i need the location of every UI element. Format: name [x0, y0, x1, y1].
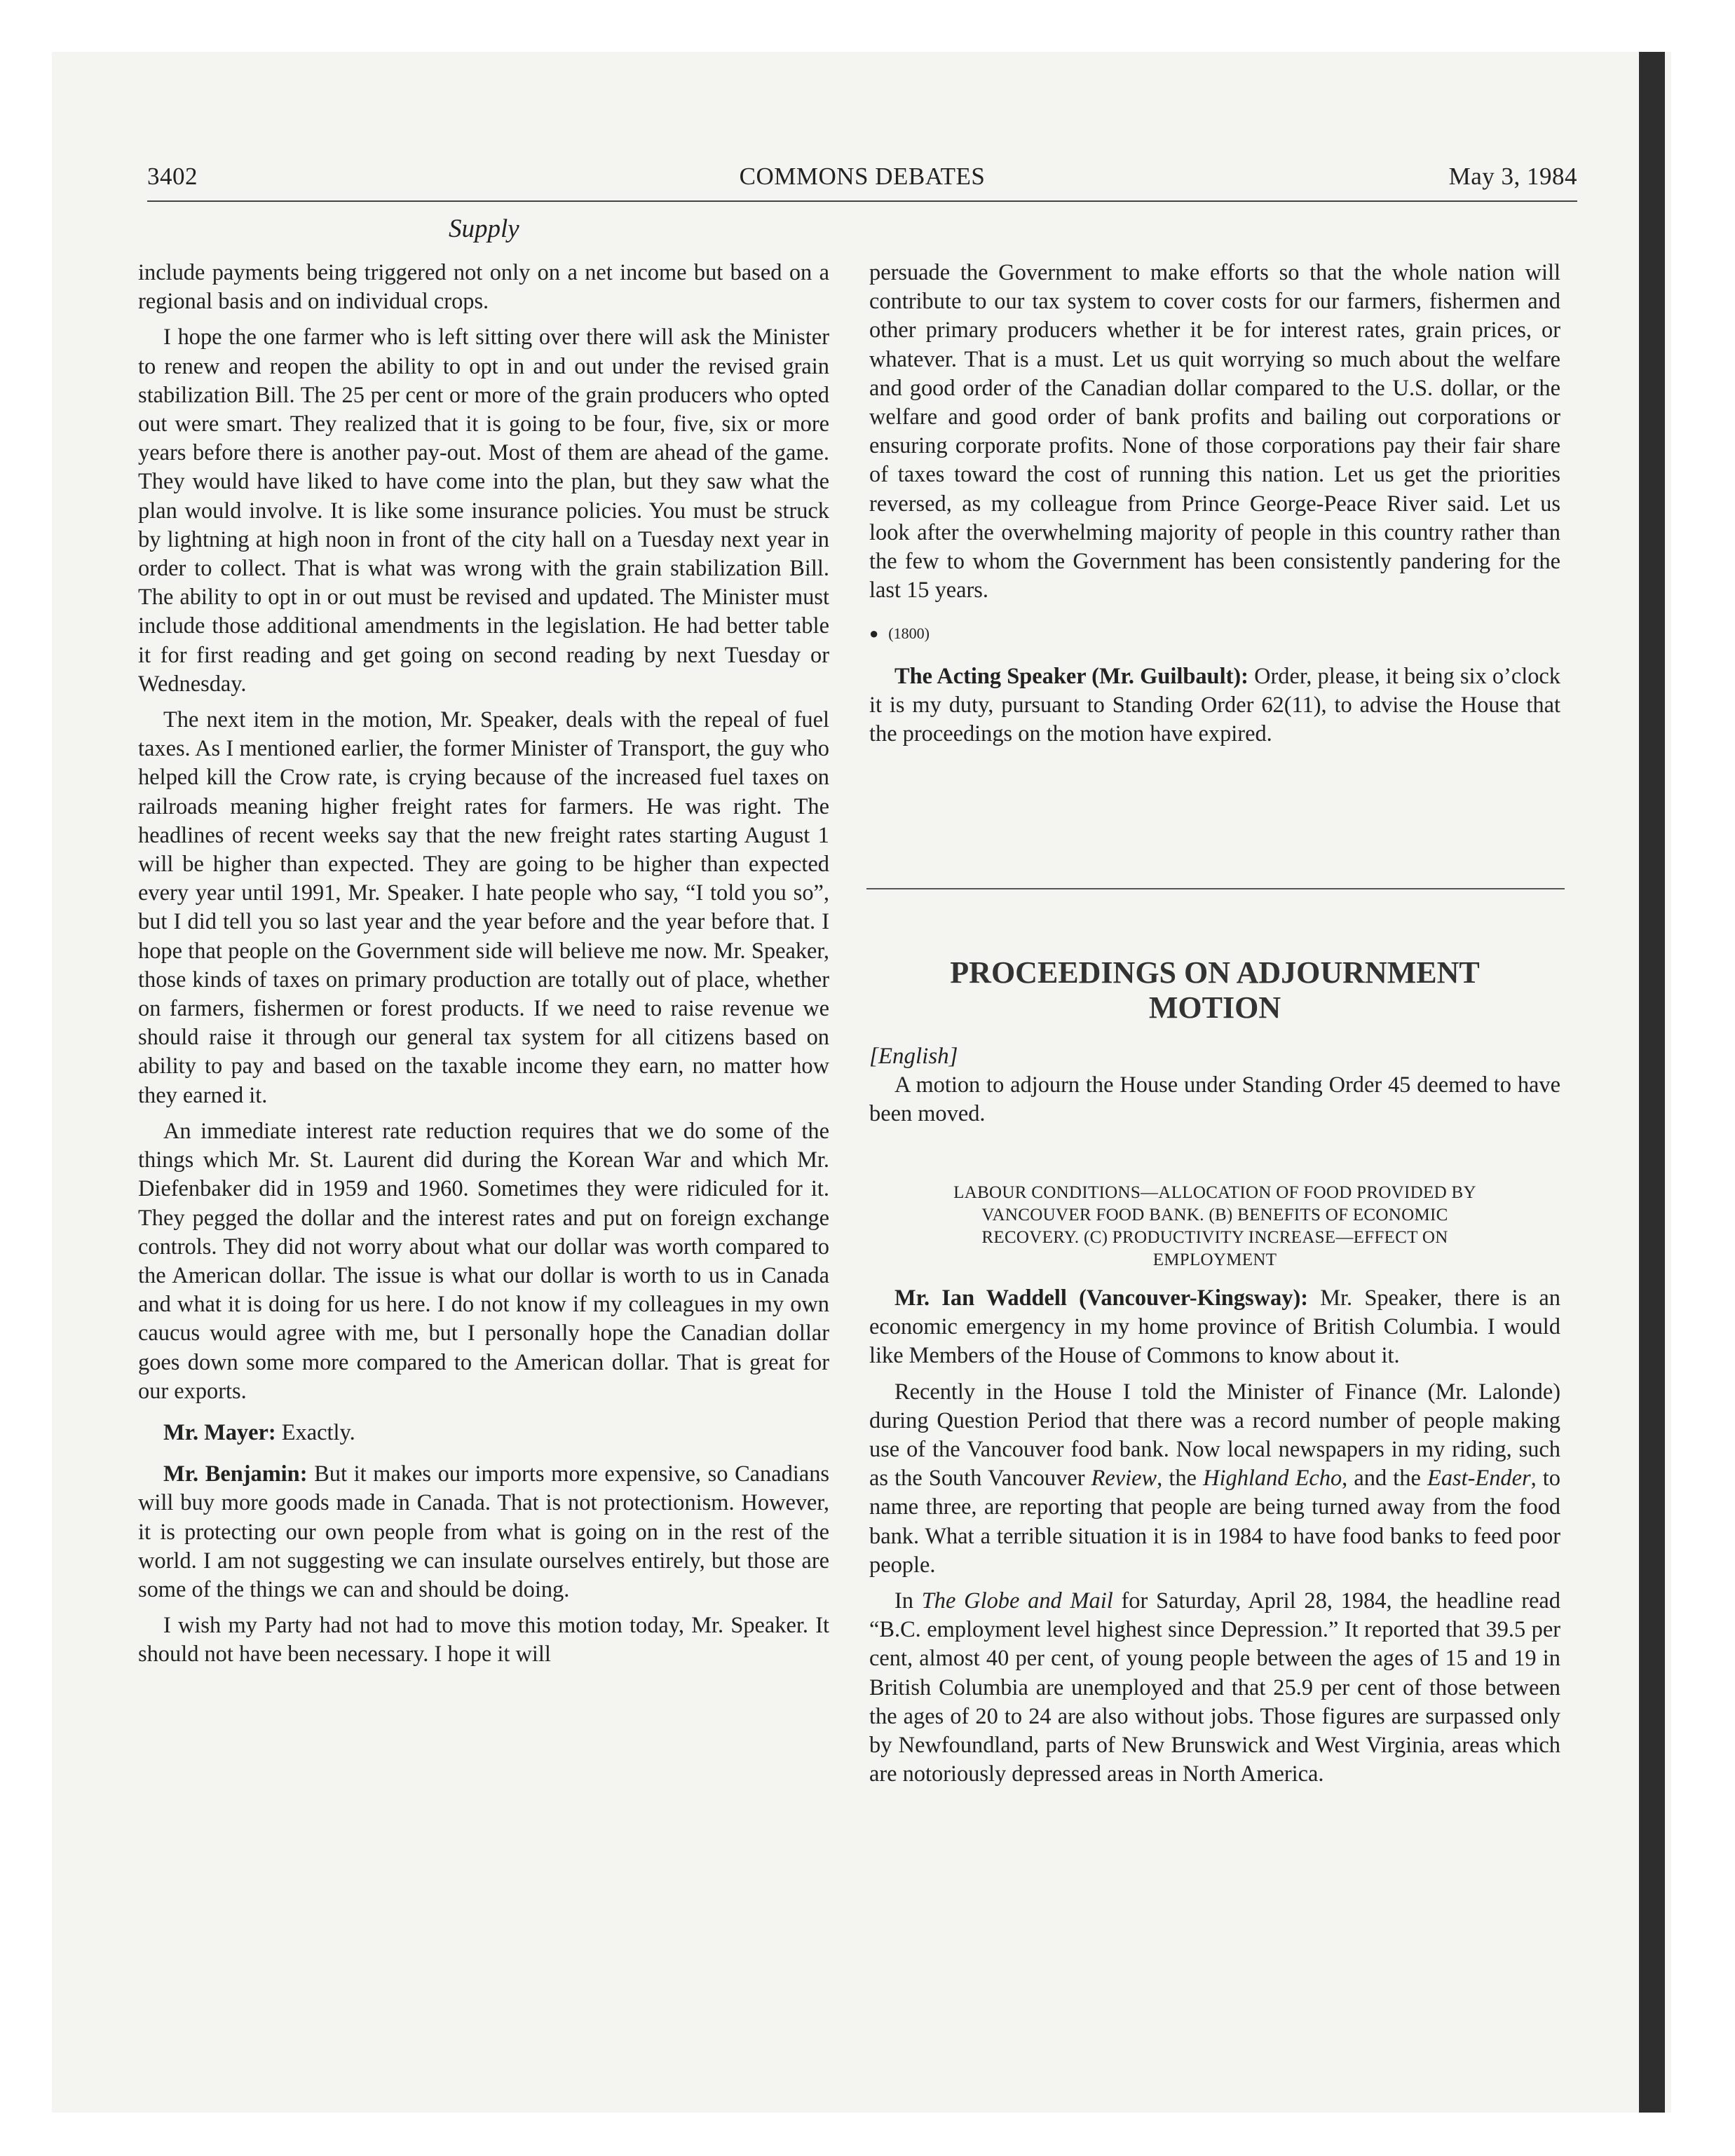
header-rule: [147, 200, 1577, 202]
binding-edge: [1639, 52, 1665, 2113]
publication-date: May 3, 1984: [1448, 163, 1577, 190]
paragraph: The next item in the motion, Mr. Speaker, deals with the repeal of fuel taxes. As I mentioned earlier, the former Minister of Transport, the guy who helped kill the Crow rate, is crying because of the increased fuel taxes on railroads meaning higher freight rates for farmers. He was right. The headlines of recent weeks say that the new freight rates starting August 1 will be higher than expected. They are going to be higher than expected every year until 1991, Mr. Speaker. I hate people who say, “I told you so”, but I did tell you so last year and the year before and the year before that. I hope that people on the Government side will believe me now. Mr. Speaker, those kinds of taxes on primary production are totally out of place, whether on farmers, fishermen or forest products. If we need to raise revenue we should raise it through our general tax system for all citizens based on ability to pay and based on the taxable income they earn, no matter how they earned it.: [138, 707, 829, 1108]
paragraph: An immediate interest rate reduction requires that we do some of the things which Mr. St. Laurent did during the Korean War and which Mr. Diefenbaker did in 1959 and 1960. Sometimes they were ridiculed for it. They pegged the dollar and the interest rates and put on foreign exchange controls. They did not worry about what our dollar was worth compared to the American dollar. The issue is what our dollar is worth to us in Canada and what it is doing for us here. I do not know if my colleagues in my own caucus would agree with me, but I personally hope the Canadian dollar goes down some more compared to the American dollar. That is great for our exports.: [138, 1118, 829, 1404]
subject-heading: [869, 1182, 1560, 1271]
section-heading-line: PROCEEDINGS ON ADJOURNMENT: [950, 955, 1480, 990]
subject-line: EMPLOYMENT: [1152, 1250, 1277, 1269]
publication-title: COMMONS DEBATES: [739, 163, 986, 190]
paragraph: include payments being triggered not only on a net income but based on a regional basis and on individual crops.: [138, 260, 829, 315]
speaker-name: Mr. Benjamin:: [163, 1461, 308, 1487]
speech-text: But it makes our imports more expensive, so Canadians will buy more goods made in Canada. That is not protectionism. However, it is protecting our own people from what is going on in the rest of the world. I am not suggesting we can insulate ourselves entirely, but those are some of the things we can and should be doing.: [138, 1461, 830, 1602]
section-intro: [869, 1071, 1560, 1135]
publication-name: East-Ender: [1427, 1466, 1531, 1492]
speech-paragraph: [138, 1419, 829, 1447]
subject-line: VANCOUVER FOOD BANK. (B) BENEFITS OF ECONOMIC: [981, 1206, 1448, 1224]
paragraph: In The Globe and Mail for Saturday, April 28, 1984, the headline read “B.C. employment level highest since Depression.” It reported that 39.5 per cent, almost 40 per cent, of young people between the ages of 15 and 19 in British Columbia are unemployed and that 25.9 per cent of those between the ages of 20 to 24 are also without jobs. Those figures are surpassed only by Newfoundland, parts of New Brunswick and West Virginia, areas which are notoriously depressed areas in North America.: [869, 1588, 1560, 1787]
speech-paragraph: [869, 1284, 1560, 1371]
paragraph: I wish my Party had not had to move this motion today, Mr. Speaker. It should not have been necessary. I hope it will: [138, 1613, 829, 1667]
speech-paragraph: [869, 662, 1560, 749]
page-number: 3402: [147, 163, 198, 190]
publication-name: The Globe and Mail: [921, 1588, 1113, 1614]
running-head: Supply: [449, 214, 519, 243]
right-column: [869, 259, 1560, 756]
speech-text: Order, please, it being six o’clock it is my duty, pursuant to Standing Order 62(11), to advise the House that the proceedings on the motion have expired.: [869, 663, 1560, 747]
speaker-name: Mr. Ian Waddell (Vancouver-Kingsway):: [894, 1285, 1309, 1311]
speech-text: Mr. Speaker, there is an economic emergency in my home province of British Columbia. I would like Members of the House of Commons to know about it.: [869, 1285, 1560, 1369]
section-heading-line: MOTION: [1148, 990, 1281, 1025]
paragraph: I hope the one farmer who is left sitting over there will ask the Minister to renew and reopen the ability to opt in and out under the revised grain stabilization Bill. The 25 per cent or more of the grain producers who opted out were smart. They realized that it is going to be four, five, six or more years before there is another pay-out. Most of them are ahead of the game. They would have liked to have come into the plan, but they saw what the plan would involve. It is like some insurance policies. You must be struck by lightning at high noon in front of the city hall on a Tuesday next year in order to collect. That is what was wrong with the grain stabilization Bill. The ability to opt in or out must be revised and updated. The Minister must include those additional amendments in the legislation. He had better table it for first reading and get going on second reading by next Tuesday or Wednesday.: [138, 325, 829, 697]
publication-name: Highland Echo: [1203, 1466, 1342, 1492]
section-divider: [866, 888, 1565, 889]
paragraph: Recently in the House I told the Minister of Finance (Mr. Lalonde) during Question Period that there was a record number of people making use of the Vancouver food bank. Now local newspapers in my riding, such as the South Vancouver Review, the Highland Echo, and the East-Ender, to name three, are reporting that people are being turned away from the food bank. What a terrible situation it is in 1984 to have food banks to feed poor people.: [869, 1379, 1560, 1578]
section-body: [869, 1284, 1560, 1796]
publication-name: Review: [1091, 1466, 1157, 1492]
paragraph: persuade the Government to make efforts so that the whole nation will contribute to our tax system to cover costs for our farmers, fishermen and other primary producers whether it be for interest rates, grain prices, or whatever. That is a must. Let us quit worrying so much about the welfare and good order of the Canadian dollar compared to the U.S. dollar, or the welfare and good order of bank profits and bailing out corporations or ensuring corporate profits. None of those corporations pay their fair share of taxes toward the cost of running this nation. Let us get the priorities reversed, as my colleague from Prince George-Peace River said. Let us look after the overwhelming majority of people in this country rather than the few to whom the Government has been consistently pandering for the last 15 years.: [869, 260, 1560, 603]
timestamp-text: (1800): [888, 625, 930, 643]
subject-line: RECOVERY. (C) PRODUCTIVITY INCREASE—EFFECT ON: [981, 1228, 1448, 1247]
timestamp: [869, 619, 1560, 648]
speech-text: Exactly.: [275, 1419, 355, 1445]
speaker-name: The Acting Speaker (Mr. Guilbault):: [894, 663, 1248, 689]
paragraph: A motion to adjourn the House under Standing Order 45 deemed to have been moved.: [869, 1072, 1560, 1127]
language-tag: [English]: [869, 1044, 958, 1069]
page-header: [147, 163, 1577, 205]
section-heading: [869, 955, 1560, 1025]
subject-line: LABOUR CONDITIONS—ALLOCATION OF FOOD PROVIDED BY: [953, 1183, 1476, 1202]
bullet-icon: ●: [869, 625, 879, 643]
speech-paragraph: [138, 1460, 829, 1604]
left-column: [138, 259, 829, 1677]
speaker-name: Mr. Mayer:: [163, 1419, 276, 1445]
